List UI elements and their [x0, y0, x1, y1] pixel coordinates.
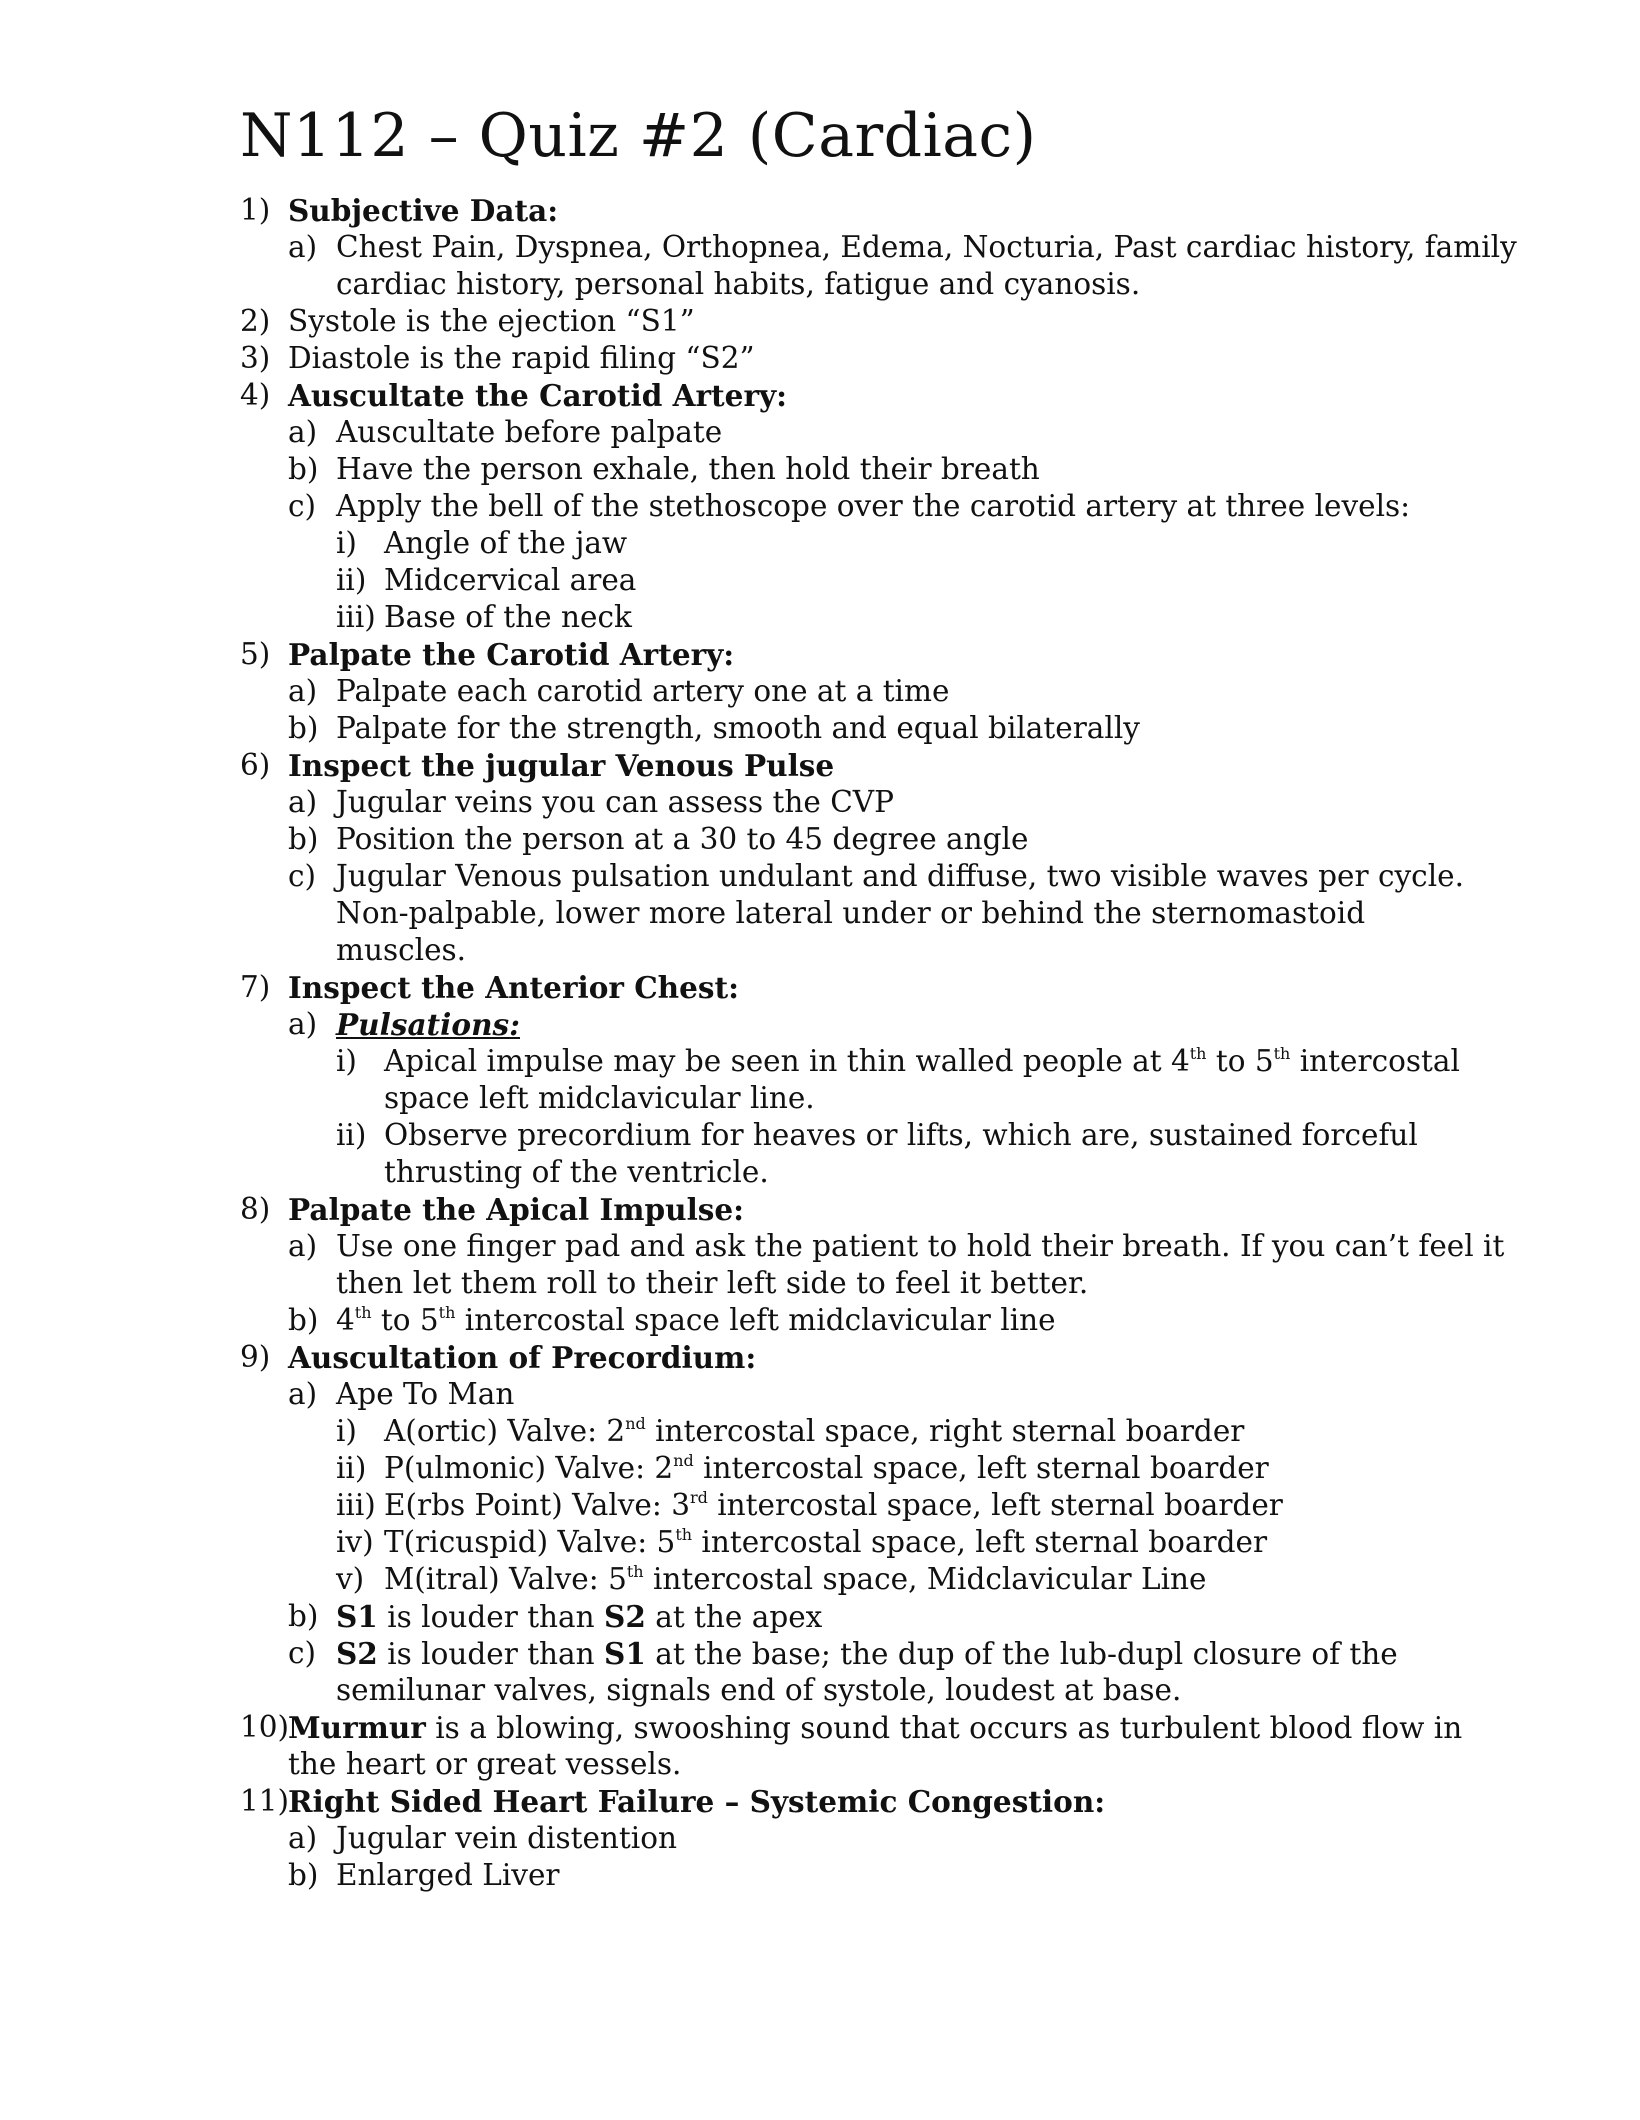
document-page: N112 – Quiz #2 (Cardiac) 1) Subjective Data: a) Chest Pain, Dyspnea, Orthopnea, Edema, Nocturia, Past cardiac history, family cardiac history, personal habits, fatigue and cyanosis. 2) Systole is the ejection “S1” 3) Diastole is the rapid filing “S2” 4) Auscultate the Carotid Artery: a) Auscultate before palpate b) Have the person exhale, then hold their breath c) Apply the bell of the stethoscope over the carotid artery at three levels: i) Angle of the jaw ii) Midcervical area iii) Base of the neck 5) Palpate the Carotid Artery: a) Palpate each carotid artery one at a time b) Palpate for the strength, smooth and equal bilaterally 6) Inspect the jugular Venous Pulse a) Jugular veins you can assess the CVP b) Position the person at a 30 to 45 degree angle c) Jugular Venous pulsation undulant and diffuse, two visible waves per cycle. Non-palpable, lower more lateral under or behind the sternomastoid muscles. 7) Inspect the Anterior Chest: a) Pulsations: i) Apical impulse may be seen in thin walled people at 4th to 5th intercostal space left midclavicular line. ii) Observe precordium for heaves or lifts, which are, sustained forceful thrusting of the ventricle. 8) Palpate the Apical Impulse: a) Use one finger pad and ask the patient to hold their breath. If you can’t feel it then let them roll to their left side to feel it better. b) 4th to 5th intercostal space left midclavicular line 9) Auscultation of Precordium: a) Ape To Man i) A(ortic) Valve: 2nd intercostal space, right sternal boarder ii) P(ulmonic) Valve: 2nd intercostal space, left sternal boarder iii) E(rbs Point) Valve: 3rd intercostal space, left sternal boarder iv) T(ricuspid) Valve: 5th intercostal space, left sternal boarder v) M(itral) Valve: 5th intercostal space, Midclavicular Line b) S1 is louder than S2 at the apex c) S2 is louder than S1 at the base; the dup of the lub-dupl closure of the semilunar valves, signals end of systole, loudest at base. 10) Murmur is a blowing, swooshing sound that occurs as turbulent blood flow in the heart or great vessels. 11) Right Sided Heart Failure – Systemic Congestion: a) Jugular vein distention b) Enlarged Liver [240, 101, 1517, 1892]
sub-item-6c-continued: Non-palpable, lower more lateral under or behind the sternomastoid [336, 896, 1366, 930]
item-heading: Auscultate the Carotid Artery: [288, 378, 788, 413]
pulsations-heading: Pulsations: [336, 1007, 521, 1042]
sub-item-1a-continued: cardiac history, personal habits, fatigue and cyanosis. [336, 267, 1141, 301]
item-heading: Right Sided Heart Failure – Systemic Congestion: [288, 1784, 1106, 1819]
list-item-10-continued: the heart or great vessels. [288, 1747, 682, 1781]
item-heading: Inspect the Anterior Chest: [288, 970, 740, 1005]
sub-sub-item-7a-i-continued: space left midclavicular line. [384, 1081, 815, 1115]
item-heading: Inspect the jugular Venous Pulse [288, 748, 835, 783]
item-heading: Auscultation of Precordium: [288, 1340, 757, 1375]
sub-item-8a-continued: then let them roll to their left side to feel it better. [336, 1266, 1089, 1300]
item-heading: Palpate the Carotid Artery: [288, 637, 735, 672]
item-heading: Palpate the Apical Impulse: [288, 1192, 745, 1227]
page-title: N112 – Quiz #2 (Cardiac) [240, 101, 1037, 171]
sub-sub-item-7a-ii-continued: thrusting of the ventricle. [384, 1155, 769, 1189]
item-heading: Subjective Data: [288, 193, 559, 228]
sub-item-6c-continued: muscles. [336, 933, 467, 967]
sub-item-9c-continued: semilunar valves, signals end of systole, loudest at base. [336, 1673, 1182, 1707]
